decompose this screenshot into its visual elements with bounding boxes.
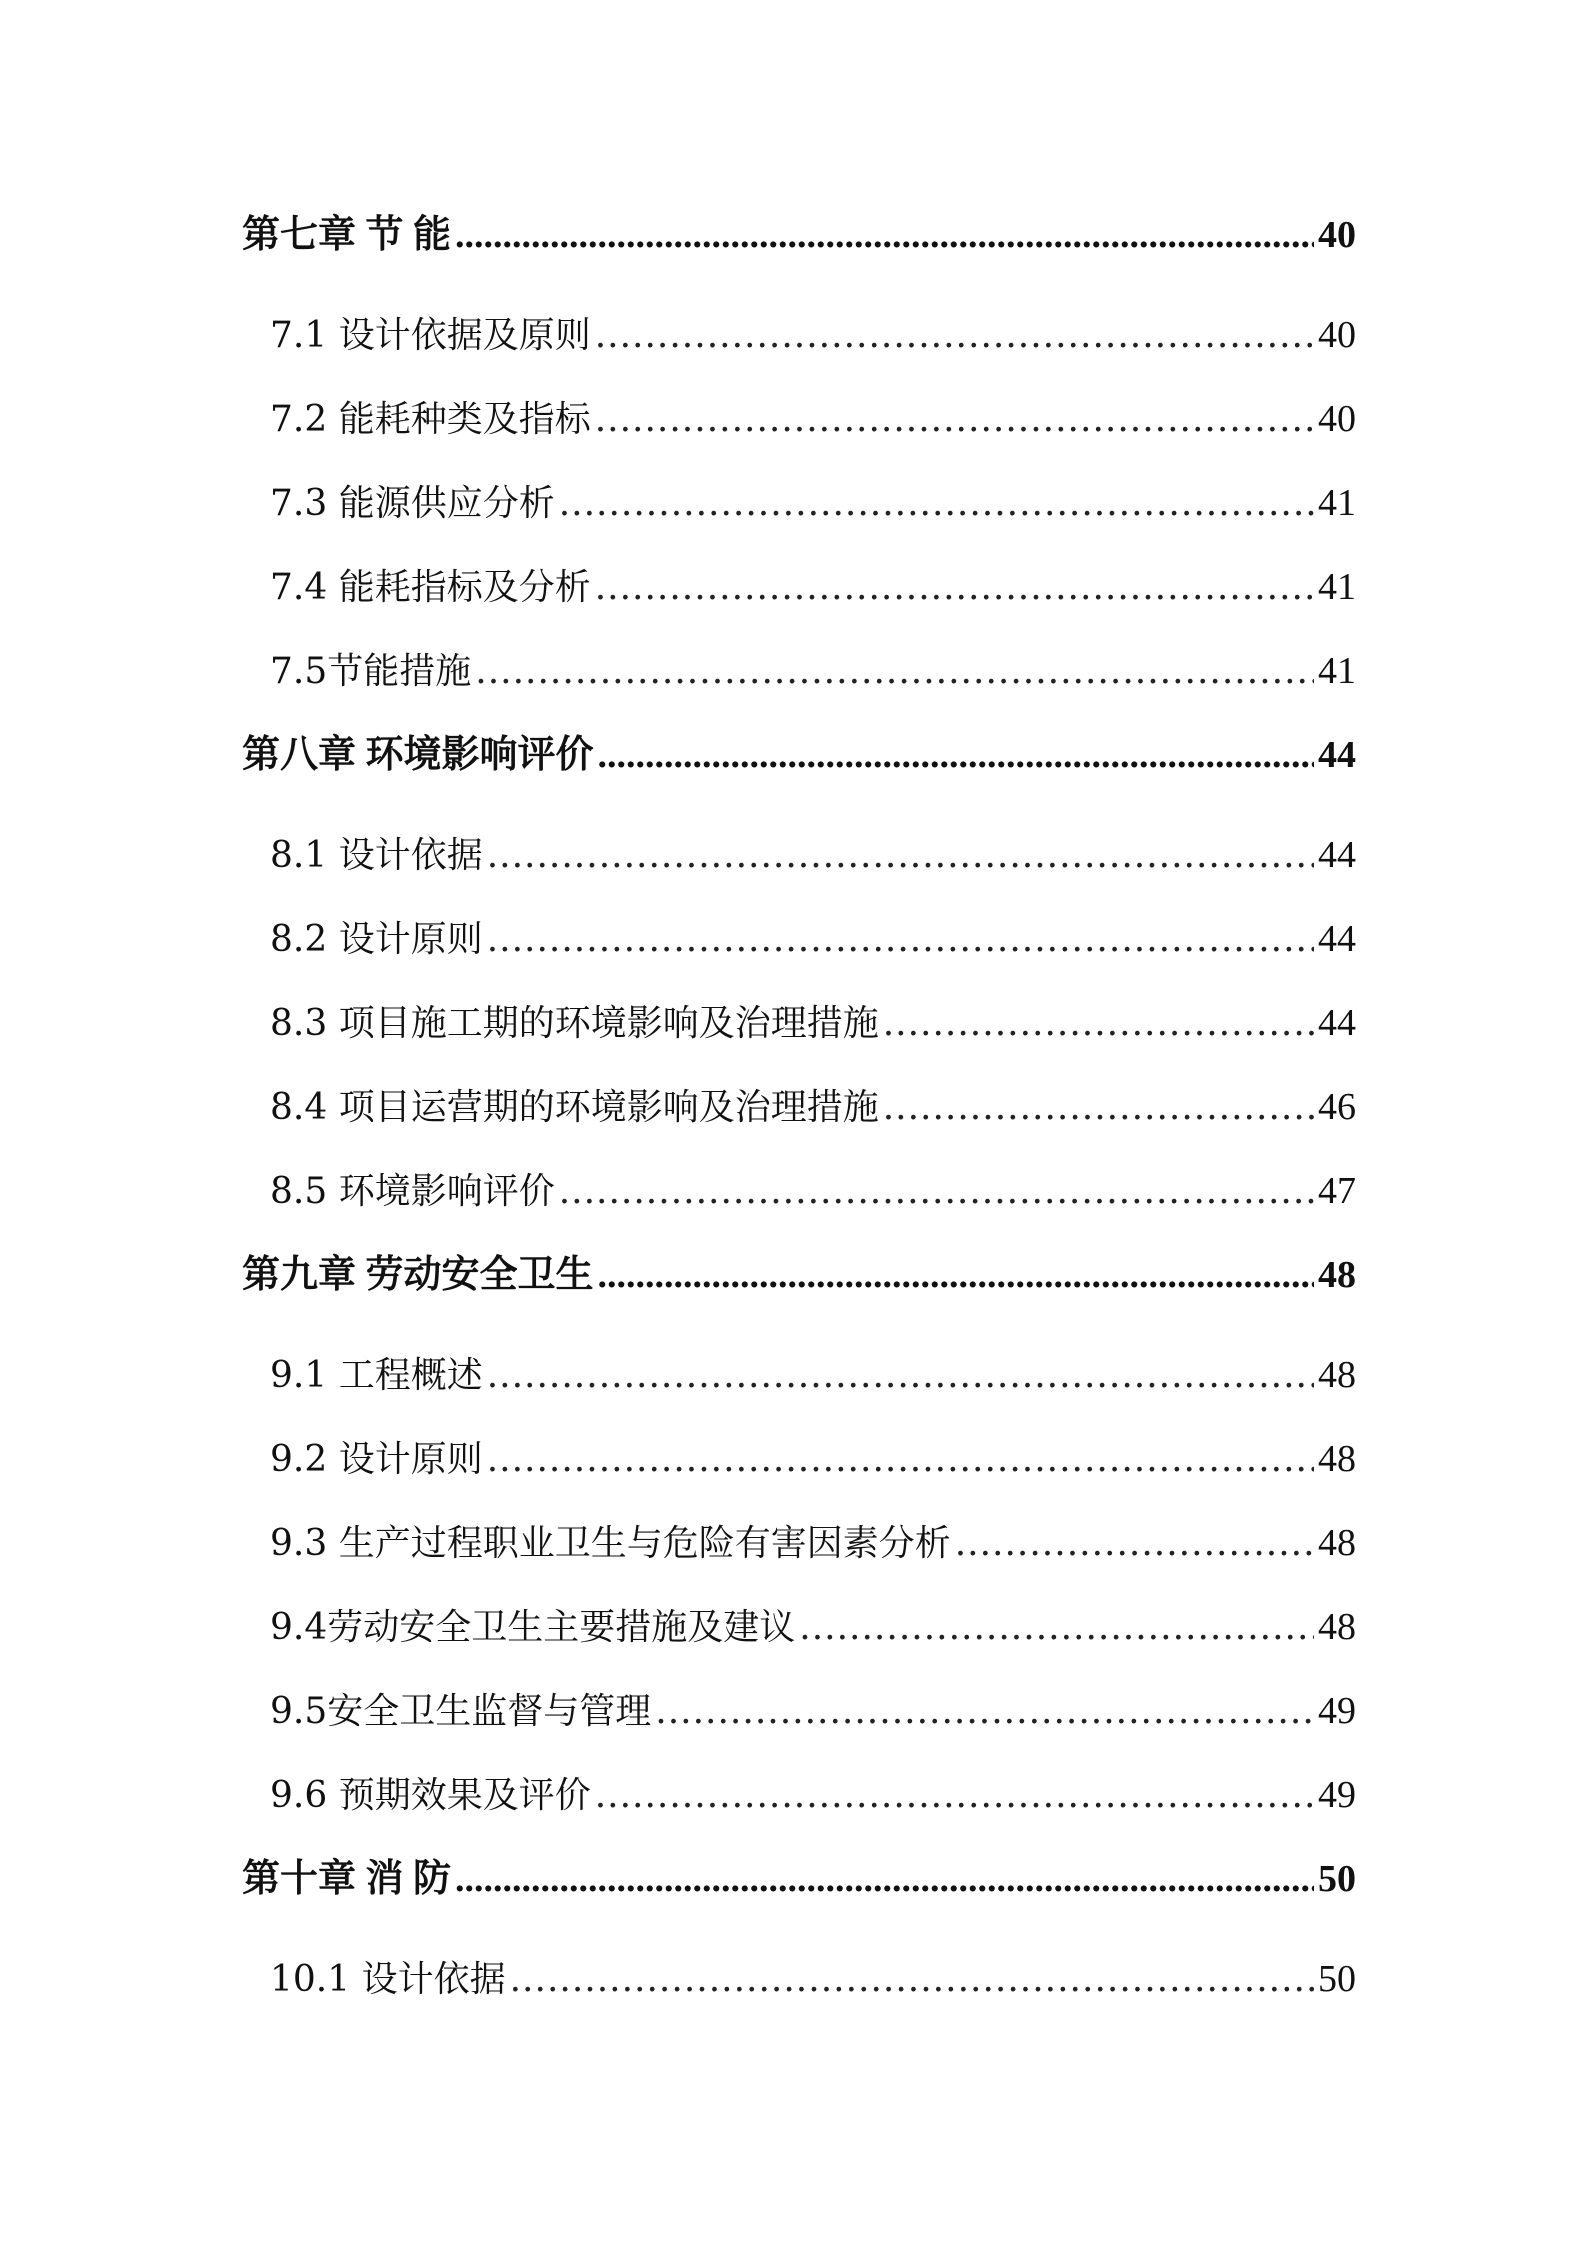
toc-dot-leader <box>487 905 1314 975</box>
toc-entry-label: 第八章 环境影响评价 <box>242 734 594 776</box>
toc-dot-leader <box>595 385 1314 455</box>
toc-entry-page: 44 <box>1318 834 1356 876</box>
toc-entry-chapter-9[interactable] <box>240 1240 1356 1340</box>
toc-entry-label: 7.3 能源供应分析 <box>270 483 555 524</box>
toc-dot-leader <box>598 1240 1314 1310</box>
toc-dot-leader <box>487 1425 1314 1495</box>
toc-entry-chapter-7[interactable] <box>240 200 1356 300</box>
toc-entry-page: 41 <box>1318 650 1356 692</box>
toc-entry-label: 第七章 节 能 <box>242 214 452 256</box>
toc-entry-label: 8.1 设计依据 <box>270 835 483 876</box>
toc-entry-label: 第九章 劳动安全卫生 <box>242 1254 594 1296</box>
toc-entry-9-5[interactable] <box>240 1676 1356 1760</box>
toc-dot-leader <box>595 553 1314 623</box>
toc-entry-page: 48 <box>1318 1254 1356 1296</box>
toc-dot-leader <box>559 1157 1314 1227</box>
toc-entry-7-4[interactable] <box>240 552 1356 636</box>
toc-dot-leader <box>455 200 1314 270</box>
toc-dot-leader <box>487 1341 1314 1411</box>
toc-dot-leader <box>883 989 1314 1059</box>
toc-entry-page: 50 <box>1318 1958 1356 2000</box>
toc-entry-7-3[interactable] <box>240 468 1356 552</box>
toc-dot-leader <box>955 1509 1314 1579</box>
toc-entry-page: 48 <box>1318 1438 1356 1480</box>
toc-entry-7-2[interactable] <box>240 384 1356 468</box>
toc-entry-8-1[interactable] <box>240 820 1356 904</box>
toc-entry-label: 7.2 能耗种类及指标 <box>270 399 591 440</box>
toc-entry-label: 9.6 预期效果及评价 <box>270 1775 591 1816</box>
toc-entry-9-1[interactable] <box>240 1340 1356 1424</box>
toc-entry-page: 47 <box>1318 1170 1356 1212</box>
toc-entry-8-2[interactable] <box>240 904 1356 988</box>
toc-entry-label: 8.2 设计原则 <box>270 919 483 960</box>
toc-entry-page: 44 <box>1318 734 1356 776</box>
toc-entry-9-2[interactable] <box>240 1424 1356 1508</box>
toc-entry-page: 48 <box>1318 1354 1356 1396</box>
toc-entry-chapter-8[interactable] <box>240 720 1356 820</box>
toc-dot-leader <box>598 720 1314 790</box>
toc-entry-page: 40 <box>1318 398 1356 440</box>
toc-entry-9-6[interactable] <box>240 1760 1356 1844</box>
toc-entry-8-4[interactable] <box>240 1072 1356 1156</box>
toc-dot-leader <box>559 469 1314 539</box>
toc-entry-9-3[interactable] <box>240 1508 1356 1592</box>
toc-entry-10-1[interactable] <box>240 1944 1356 2028</box>
toc-entry-label: 9.5安全卫生监督与管理 <box>270 1691 652 1732</box>
toc-entry-7-5[interactable] <box>240 636 1356 720</box>
toc-dot-leader <box>455 1844 1314 1914</box>
toc-entry-page: 40 <box>1318 314 1356 356</box>
toc-entry-page: 41 <box>1318 566 1356 608</box>
toc-entry-label: 第十章 消 防 <box>242 1858 452 1900</box>
toc-entry-page: 44 <box>1318 1002 1356 1044</box>
toc-entry-label: 8.5 环境影响评价 <box>270 1171 555 1212</box>
toc-entry-7-1[interactable] <box>240 300 1356 384</box>
toc-entry-page: 40 <box>1318 214 1356 256</box>
toc-dot-leader <box>487 821 1314 891</box>
toc-entry-8-5[interactable] <box>240 1156 1356 1240</box>
toc-entry-label: 7.4 能耗指标及分析 <box>270 567 591 608</box>
toc-entry-9-4[interactable] <box>240 1592 1356 1676</box>
toc-entry-page: 48 <box>1318 1606 1356 1648</box>
toc-entry-label: 9.2 设计原则 <box>270 1439 483 1480</box>
table-of-contents <box>240 200 1356 2028</box>
toc-entry-page: 50 <box>1318 1858 1356 1900</box>
toc-entry-label: 7.1 设计依据及原则 <box>270 315 591 356</box>
toc-entry-label: 9.4劳动安全卫生主要措施及建议 <box>270 1607 796 1648</box>
toc-entry-page: 41 <box>1318 482 1356 524</box>
toc-entry-chapter-10[interactable] <box>240 1844 1356 1944</box>
toc-entry-label: 9.1 工程概述 <box>270 1355 483 1396</box>
toc-dot-leader <box>510 1945 1314 2015</box>
toc-entry-label: 9.3 生产过程职业卫生与危险有害因素分析 <box>270 1523 951 1564</box>
toc-entry-page: 48 <box>1318 1522 1356 1564</box>
toc-entry-label: 8.4 项目运营期的环境影响及治理措施 <box>270 1087 879 1128</box>
toc-dot-leader <box>595 1761 1314 1831</box>
toc-dot-leader <box>655 1677 1314 1747</box>
toc-entry-page: 49 <box>1318 1690 1356 1732</box>
toc-dot-leader <box>595 301 1314 371</box>
toc-dot-leader <box>475 637 1314 707</box>
toc-entry-label: 10.1 设计依据 <box>270 1959 506 2000</box>
toc-entry-label: 7.5节能措施 <box>270 651 472 692</box>
toc-dot-leader <box>799 1593 1314 1663</box>
toc-entry-page: 46 <box>1318 1086 1356 1128</box>
toc-entry-8-3[interactable] <box>240 988 1356 1072</box>
toc-entry-page: 44 <box>1318 918 1356 960</box>
toc-entry-page: 49 <box>1318 1774 1356 1816</box>
toc-entry-label: 8.3 项目施工期的环境影响及治理措施 <box>270 1003 879 1044</box>
toc-dot-leader <box>883 1073 1314 1143</box>
